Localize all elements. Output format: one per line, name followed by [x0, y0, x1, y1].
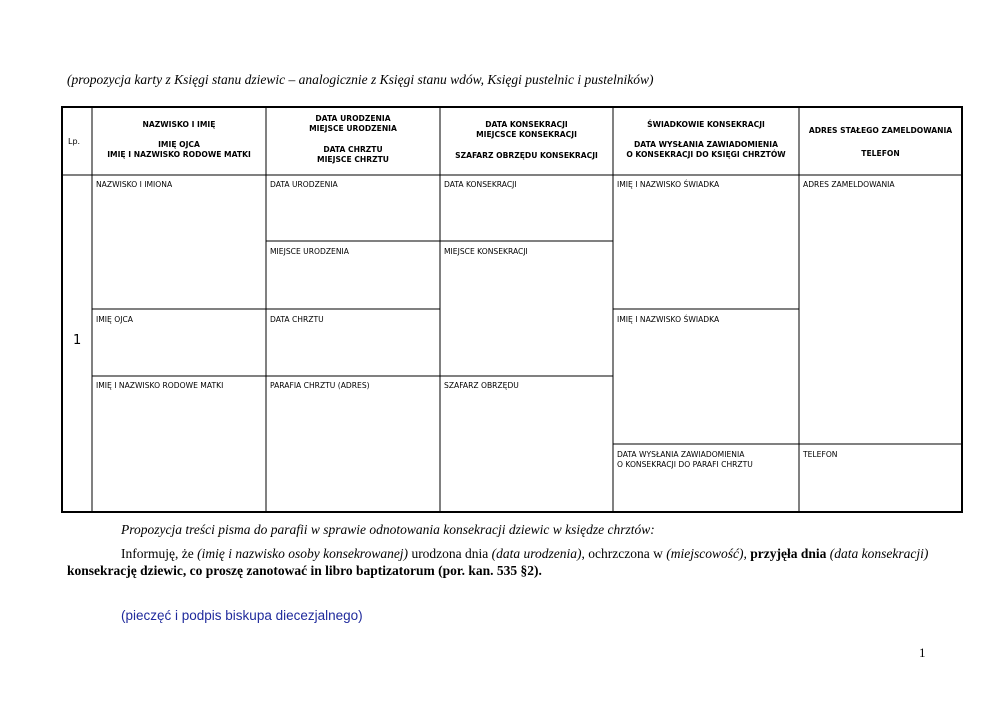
- header-col2: [266, 114, 440, 165]
- header-col2-line2: MIEJSCE URODZENIA: [309, 124, 397, 133]
- header-col5: [799, 126, 962, 159]
- letter-t3: urodzona dnia: [408, 546, 492, 561]
- cell-address: ADRES ZAMELDOWANIA: [803, 180, 895, 189]
- header-col4-line1: ŚWIADKOWIE KONSEKRACJI: [647, 120, 765, 129]
- header-lp: Lp.: [68, 137, 81, 146]
- letter-birthdate-placeholder: (data urodzenia): [491, 546, 582, 561]
- header-col1: [92, 120, 266, 160]
- header-col3-line2: MIEJCSCE KONSEKRACJI: [476, 130, 577, 139]
- cell-minister: SZAFARZ OBRZĘDU: [444, 381, 519, 390]
- cell-baptism-date: DATA CHRZTU: [270, 315, 324, 324]
- cell-witness-2: IMIĘ I NAZWISKO ŚWIADKA: [617, 315, 720, 324]
- header-col1-line3: IMIĘ I NAZWISKO RODOWE MATKI: [107, 150, 251, 159]
- letter-t7: przyjęła dnia: [746, 546, 827, 561]
- cell-notification-line2: O KONSEKRACJI DO PARAFI CHRZTU: [617, 460, 753, 469]
- cell-notification-date: [617, 450, 753, 470]
- header-col4-line2: DATA WYSŁANIA ZAWIADOMIENIA: [633, 140, 778, 149]
- cell-baptism-parish: PARAFIA CHRZTU (ADRES): [270, 381, 370, 390]
- cell-phone: TELEFON: [803, 450, 838, 459]
- header-col1-line2: IMIĘ OJCA: [158, 140, 200, 149]
- letter-t5: , ochrzczona w: [581, 546, 667, 561]
- letter-place-placeholder: (miejscowość),: [666, 546, 747, 561]
- cell-consecration-place: MIEJSCE KONSEKRACJI: [444, 247, 528, 256]
- seal-signature-line: (pieczęć i podpis biskupa diecezjalnego): [121, 608, 363, 623]
- cell-witness-1: IMIĘ I NAZWISKO ŚWIADKA: [617, 180, 720, 189]
- header-col1-line1: NAZWISKO I IMIĘ: [142, 120, 216, 129]
- cell-surname-names: NAZWISKO I IMIONA: [96, 180, 173, 189]
- letter-body: [67, 545, 937, 579]
- header-col4-line3: O KONSEKRACJI DO KSIĘGI CHRZTÓW: [626, 150, 786, 159]
- cell-birth-date: DATA URODZENIA: [270, 180, 338, 189]
- letter-person-placeholder: (imię i nazwisko osoby konsekrowanej): [197, 546, 409, 561]
- header-col3-line3: SZAFARZ OBRZĘDU KONSEKRACJI: [455, 151, 598, 160]
- header-col2-line1: DATA URODZENIA: [315, 114, 391, 123]
- cell-consecration-date: DATA KONSEKRACJI: [444, 180, 517, 189]
- letter-t1: Informuję, że: [121, 546, 198, 561]
- page-number: 1: [919, 645, 926, 660]
- cell-birth-place: MIEJSCE URODZENIA: [270, 247, 349, 256]
- header-col4: [613, 120, 799, 160]
- header-col2-line4: MIEJSCE CHRZTU: [317, 155, 389, 164]
- row-number: 1: [73, 333, 82, 348]
- header-col5-line2: TELEFON: [861, 149, 900, 158]
- header-col3: [440, 120, 613, 161]
- header-col5-line1: ADRES STAŁEGO ZAMELDOWANIA: [808, 126, 953, 135]
- letter-consecration-date-placeholder: (data konsekracji): [826, 546, 929, 561]
- header-col3-line1: DATA KONSEKRACJI: [485, 120, 568, 129]
- cell-notification-line1: DATA WYSŁANIA ZAWIADOMIENIA: [617, 450, 745, 459]
- card-caption: (propozycja karty z Księgi stanu dziewic – analogicznie z Księgi stanu wdów, Księgi pustelnic i pustelników): [67, 72, 654, 87]
- cell-mother-name: IMIĘ I NAZWISKO RODOWE MATKI: [96, 381, 224, 390]
- cell-father-name: IMIĘ OJCA: [96, 315, 133, 324]
- header-col2-line3: DATA CHRZTU: [323, 145, 383, 154]
- letter-t9: konsekrację dziewic, co proszę zanotować in libro baptizatorum (por. kan. 535 §2).: [67, 563, 542, 578]
- proposal-heading: Propozycja treści pisma do parafii w sprawie odnotowania konsekracji dziewic w księdze chrztów:: [121, 522, 655, 537]
